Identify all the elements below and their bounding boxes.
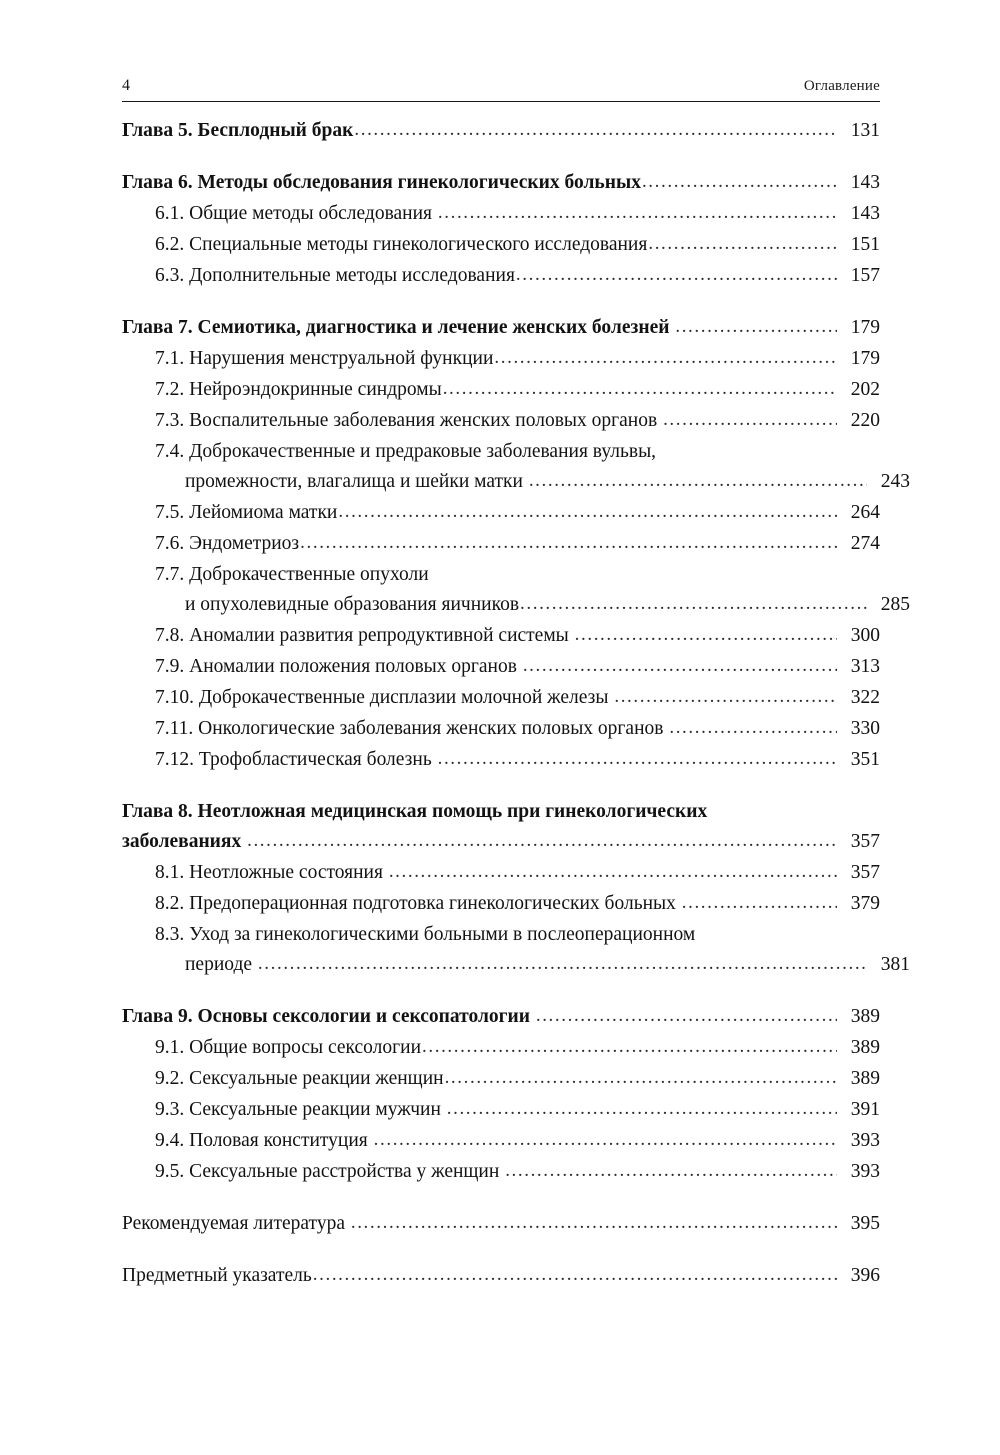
toc-entry-continuation-line <box>122 827 880 857</box>
toc-entry-title: 6.1. Общие методы обследования <box>155 203 437 224</box>
dot-leader <box>575 620 837 650</box>
toc-entry[interactable] <box>122 313 880 343</box>
toc-entry-title: 7.10. Доброкачественные дисплазии молочной железы <box>155 687 614 708</box>
toc-page-number: 313 <box>850 656 880 677</box>
toc-page-number: 300 <box>850 625 880 646</box>
toc-entry[interactable] <box>122 1002 880 1032</box>
toc-entry[interactable] <box>122 529 880 559</box>
toc-entry[interactable] <box>122 116 880 146</box>
toc-entry[interactable] <box>122 498 880 528</box>
dot-leader <box>536 1001 837 1031</box>
dot-leader <box>682 888 837 918</box>
toc-entry-title: 7.3. Воспалительные заболевания женских половых органов <box>155 410 663 431</box>
toc-entry-title: 6.2. Специальные методы гинекологического исследования <box>155 234 648 255</box>
toc-page-number: 131 <box>850 120 880 141</box>
toc-entry-title: заболеваниях <box>122 831 247 852</box>
toc-page-number: 389 <box>850 1037 880 1058</box>
toc-entry-continuation-line <box>155 467 910 497</box>
toc-entry-title: 7.8. Аномалии развития репродуктивной системы <box>155 625 574 646</box>
dot-leader <box>438 198 837 228</box>
dot-leader <box>648 229 837 259</box>
toc-page-number: 351 <box>850 749 880 770</box>
toc-entry-title: 7.7. Доброкачественные опухоли <box>155 564 429 585</box>
toc-entry-title: Глава 7. Семиотика, диагностика и лечение женских болезней <box>122 317 675 338</box>
toc-entry[interactable] <box>122 858 880 888</box>
toc-entry-line <box>155 529 880 559</box>
toc-page-number: 381 <box>880 954 910 975</box>
dot-leader <box>614 682 837 712</box>
toc-entry-title: 9.5. Сексуальные расстройства у женщин <box>155 1161 505 1182</box>
dot-leader <box>494 343 837 373</box>
toc-entry-title: Глава 6. Методы обследования гинекологических больных <box>122 172 641 193</box>
toc-page-number: 220 <box>850 410 880 431</box>
toc-entry[interactable] <box>122 406 880 436</box>
dot-leader <box>374 1125 837 1155</box>
toc-page-number: 330 <box>850 718 880 739</box>
toc-entry[interactable] <box>122 621 880 651</box>
toc-entry-title: 9.4. Половая конституция <box>155 1130 373 1151</box>
toc-page-number: 389 <box>850 1068 880 1089</box>
toc-page-number: 285 <box>880 594 910 615</box>
toc-entry-line <box>155 560 880 590</box>
dot-leader <box>313 1260 837 1290</box>
dot-leader <box>675 312 837 342</box>
toc-entry-title: 7.4. Доброкачественные и предраковые заболевания вульвы, <box>155 441 657 462</box>
toc-entry[interactable] <box>122 437 910 497</box>
toc-page-number: 243 <box>880 471 910 492</box>
toc-entry[interactable] <box>122 1209 880 1239</box>
toc-entry[interactable] <box>122 230 880 260</box>
toc-page-number: 396 <box>850 1265 880 1286</box>
toc-entry-title: 7.9. Аномалии положения половых органов <box>155 656 522 677</box>
dot-leader <box>354 115 837 145</box>
toc-entry[interactable] <box>122 199 880 229</box>
toc-entry-title: 8.3. Уход за гинекологическими больными в послеоперационном <box>155 924 696 945</box>
toc-entry[interactable] <box>122 1261 880 1291</box>
toc-entry-title: 7.11. Онкологические заболевания женских половых органов <box>155 718 669 739</box>
toc-entry[interactable] <box>122 920 910 980</box>
header-divider-rule <box>122 101 880 102</box>
toc-entry-line <box>155 1126 880 1156</box>
toc-entry-title: 9.2. Сексуальные реакции женщин <box>155 1068 444 1089</box>
toc-entry-continuation-line <box>155 590 910 620</box>
toc-entry-title: 7.5. Лейомиома матки <box>155 502 338 523</box>
toc-entry-line <box>155 1033 880 1063</box>
dot-leader <box>389 857 837 887</box>
toc-entry-title: 7.6. Эндометриоз <box>155 533 300 554</box>
toc-entry[interactable] <box>122 344 880 374</box>
toc-entry[interactable] <box>122 683 880 713</box>
table-of-contents-list <box>122 116 910 1291</box>
toc-entry-title: и опухолевидные образования яичников <box>185 594 520 615</box>
dot-leader <box>447 1094 837 1124</box>
toc-entry[interactable] <box>122 1033 880 1063</box>
toc-page-number: 357 <box>850 862 880 883</box>
toc-entry-line <box>155 375 880 405</box>
dot-leader <box>642 167 837 197</box>
toc-entry-line <box>155 652 880 682</box>
toc-entry-line <box>155 745 880 775</box>
toc-entry-line <box>155 683 880 713</box>
toc-entry-title: 6.3. Дополнительные методы исследования <box>155 265 515 286</box>
dot-leader <box>669 713 837 743</box>
toc-page-number: 391 <box>850 1099 880 1120</box>
toc-entry-line <box>122 1002 880 1032</box>
dot-leader <box>505 1156 837 1186</box>
toc-entry-line <box>155 621 880 651</box>
toc-entry[interactable] <box>122 261 880 291</box>
toc-entry-line <box>155 1095 880 1125</box>
toc-page-number: 393 <box>850 1161 880 1182</box>
toc-entry-line <box>155 858 880 888</box>
toc-entry-title: 9.3. Сексуальные реакции мужчин <box>155 1099 446 1120</box>
dot-leader <box>438 744 837 774</box>
toc-page-number: 395 <box>850 1213 880 1234</box>
toc-entry[interactable] <box>122 714 880 744</box>
toc-entry-line <box>155 1064 880 1094</box>
toc-page-number: 357 <box>850 831 880 852</box>
toc-entry[interactable] <box>122 375 880 405</box>
toc-entry-title: Глава 8. Неотложная медицинская помощь при гинекологических <box>122 801 708 822</box>
toc-entry[interactable] <box>122 1126 880 1156</box>
toc-entry-title: Предметный указатель <box>122 1265 312 1286</box>
toc-page-number: 322 <box>850 687 880 708</box>
toc-entry-title: Глава 5. Бесплодный брак <box>122 120 354 141</box>
toc-entry-line <box>155 920 880 950</box>
toc-page-number: 179 <box>850 317 880 338</box>
toc-entry-line <box>122 1209 880 1239</box>
dot-leader <box>258 949 867 979</box>
toc-page-number: 274 <box>850 533 880 554</box>
toc-entry-title: Рекомендуемая литература <box>122 1213 350 1234</box>
toc-page-number: 379 <box>850 893 880 914</box>
toc-entry-line <box>155 1157 880 1187</box>
toc-entry[interactable] <box>122 1157 880 1187</box>
toc-page-number: 179 <box>850 348 880 369</box>
toc-entry-title: 8.2. Предоперационная подготовка гинекологических больных <box>155 893 681 914</box>
toc-entry-title: Глава 9. Основы сексологии и сексопатологии <box>122 1006 535 1027</box>
toc-page-number: 264 <box>850 502 880 523</box>
dot-leader <box>422 1032 837 1062</box>
running-header <box>122 76 880 101</box>
content-column <box>122 76 910 1291</box>
toc-entry-title: 7.2. Нейроэндокринные синдромы <box>155 379 442 400</box>
toc-entry[interactable] <box>122 560 910 620</box>
dot-leader <box>338 497 837 527</box>
dot-leader <box>351 1208 837 1238</box>
page-folio-number: 4 <box>122 77 130 94</box>
toc-entry-line <box>155 230 880 260</box>
toc-entry-line <box>122 797 880 827</box>
toc-entry-line <box>155 889 880 919</box>
dot-leader <box>516 260 837 290</box>
dot-leader <box>520 589 867 619</box>
toc-entry[interactable] <box>122 745 880 775</box>
toc-entry-line <box>155 498 880 528</box>
toc-entry[interactable] <box>122 1095 880 1125</box>
dot-leader <box>443 374 837 404</box>
dot-leader <box>529 466 867 496</box>
toc-entry-title: промежности, влагалища и шейки матки <box>185 471 528 492</box>
toc-page-number: 143 <box>850 203 880 224</box>
toc-entry-line <box>122 116 880 146</box>
toc-page-number: 151 <box>850 234 880 255</box>
dot-leader <box>663 405 837 435</box>
dot-leader <box>247 826 837 856</box>
toc-entry-title: 8.1. Неотложные состояния <box>155 862 388 883</box>
toc-entry[interactable] <box>122 652 880 682</box>
toc-entry-title: периоде <box>185 954 257 975</box>
toc-entry-line <box>122 168 880 198</box>
toc-entry-line <box>155 714 880 744</box>
toc-entry-line <box>155 199 880 229</box>
running-header-title: Оглавление <box>803 78 880 94</box>
toc-entry-title: 7.1. Нарушения менструальной функции <box>155 348 494 369</box>
dot-leader <box>523 651 837 681</box>
toc-page-number: 143 <box>850 172 880 193</box>
toc-entry[interactable] <box>122 797 880 857</box>
toc-entry[interactable] <box>122 168 880 198</box>
toc-page-number: 202 <box>850 379 880 400</box>
toc-entry-line <box>155 437 880 467</box>
toc-entry-line <box>155 261 880 291</box>
toc-entry[interactable] <box>122 889 880 919</box>
toc-entry-line <box>155 406 880 436</box>
toc-entry[interactable] <box>122 1064 880 1094</box>
toc-page-number: 157 <box>850 265 880 286</box>
toc-entry-title: 7.12. Трофобластическая болезнь <box>155 749 437 770</box>
toc-entry-line <box>122 313 880 343</box>
toc-entry-title: 9.1. Общие вопросы сексологии <box>155 1037 422 1058</box>
toc-entry-continuation-line <box>155 950 910 980</box>
toc-page-number: 389 <box>850 1006 880 1027</box>
toc-entry-line <box>155 344 880 374</box>
dot-leader <box>445 1063 837 1093</box>
toc-entry-line <box>122 1261 880 1291</box>
dot-leader <box>300 528 837 558</box>
toc-page-number: 393 <box>850 1130 880 1151</box>
